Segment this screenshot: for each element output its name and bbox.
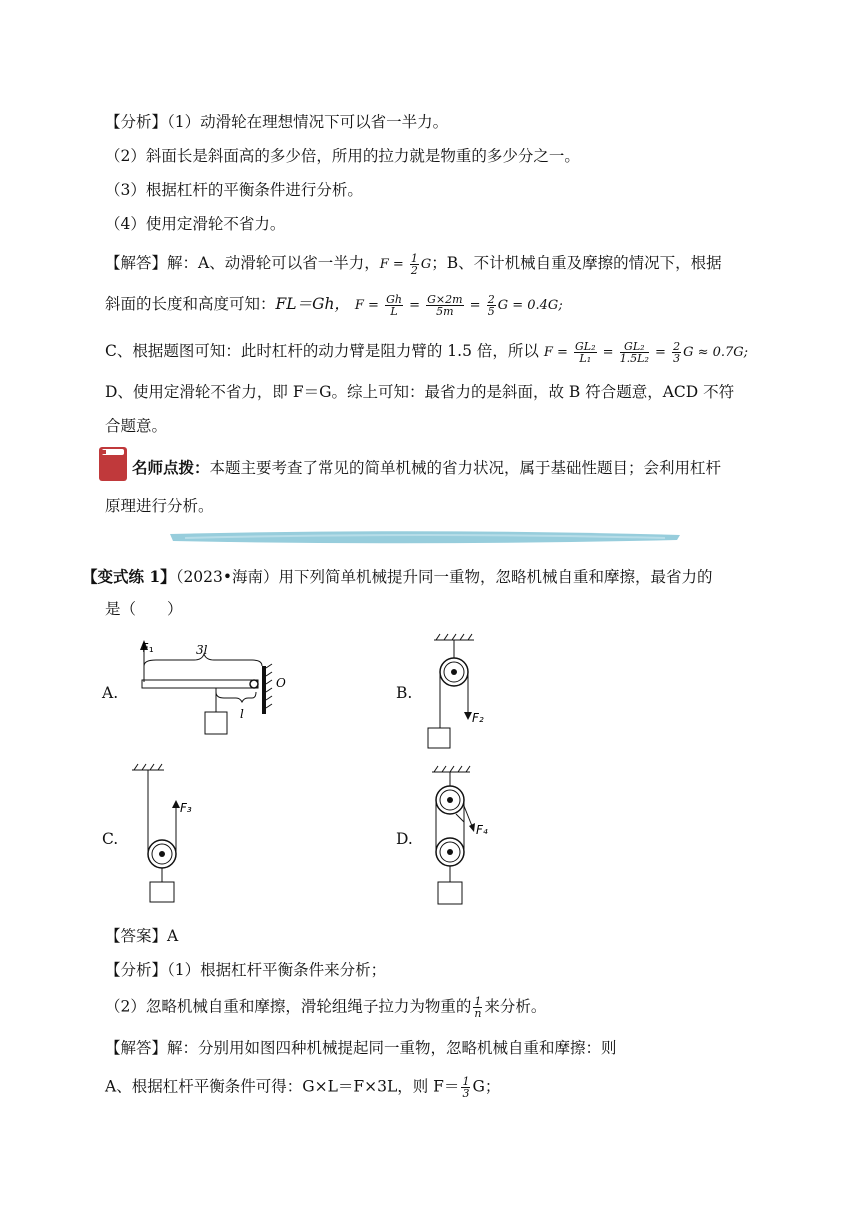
fraction-1-over-n: $\frac{1}{n}$ — [474, 995, 482, 1020]
option-b-label: B. — [396, 684, 413, 702]
formula-incline: F = $\frac{Gh}{L}$ = $\frac{G\times 2m}{5m}$ = $\frac{2}{5}$ G = 0.4G; — [354, 293, 563, 318]
analysis2-line-2 — [105, 996, 546, 1019]
analysis-line-4: （4）使用定滑轮不省力。 — [105, 215, 286, 233]
option-c-label: C. — [102, 830, 119, 848]
label-3l: 3l — [196, 643, 208, 657]
exercise-text-2: 是（ ） — [105, 600, 183, 618]
solution2-line-1: 【解答】解：分别用如图四种机械提起同一重物，忽略机械自重和摩擦：则 — [105, 1039, 617, 1057]
solution-line-1-a: 【解答】解：A、动滑轮可以省一半力， — [105, 254, 380, 272]
solution-line-3 — [105, 341, 748, 364]
label-f3: F₃ — [180, 801, 192, 815]
analysis-line-2: （2）斜面长是斜面高的多少倍，所用的拉力就是物重的多少分之一。 — [105, 147, 580, 165]
label-f1: F₁ — [142, 641, 154, 655]
solution-line-2-a: 斜面的长度和高度可知： — [105, 295, 276, 313]
solution-line-4: D、使用定滑轮不省力，即 F＝G。综上可知：最省力的是斜面，故 B 符合题意，ACD 不符 — [105, 383, 735, 401]
solution-line-2 — [105, 294, 563, 317]
label-f4: F₄ — [476, 823, 488, 837]
brush-divider — [165, 526, 685, 548]
tip-line-1 — [132, 458, 721, 478]
option-a-label: A. — [102, 684, 119, 702]
tip-text-1: 本题主要考查了常见的简单机械的省力状况，属于基础性题目；会利用杠杆 — [209, 459, 722, 477]
exercise-title: 【变式练 1】 — [82, 567, 176, 586]
solution-line-5: 合题意。 — [105, 417, 168, 435]
exercise-text-1: （2023•海南）用下列简单机械提升同一重物，忽略机械自重和摩擦，最省力的 — [175, 568, 713, 586]
solution-line-1-b: ；B、不计机械自重及摩擦的情况下，根据 — [431, 254, 722, 272]
formula-lever: F = $\frac{\text{GL₂}}{\text{L₁}}$ = $\frac{\text{GL₂}}{\text{1.5L₂}}$ = $\frac{2}{3}$ G ≈ 0.7G; — [543, 340, 749, 365]
solution-line-1 — [105, 253, 722, 276]
solution-line-3-a: C、根据题图可知：此时杠杆的动力臂是阻力臂的 1.5 倍，所以 — [105, 342, 539, 360]
tip-label: 名师点拨： — [132, 458, 210, 477]
analysis2-line-2-a: （2）忽略机械自重和摩擦，滑轮组绳子拉力为物重的 — [105, 997, 472, 1016]
movable-pulley-figure — [128, 762, 208, 906]
fixed-pulley-figure — [420, 630, 500, 752]
analysis-line-3: （3）根据杠杆的平衡条件进行分析。 — [105, 181, 363, 199]
solution2-line-2 — [105, 1076, 500, 1099]
analysis-line-1: 【分析】（1）动滑轮在理想情况下可以省一半力。 — [105, 113, 449, 131]
analysis2-line-2-b: 来分析。 — [484, 997, 547, 1016]
pulley-block-figure — [420, 762, 500, 912]
option-d-label: D. — [396, 830, 413, 848]
lever-figure — [128, 636, 298, 742]
solution2-line-2-b: G； — [472, 1077, 501, 1096]
exercise-line-1 — [82, 567, 713, 587]
analysis2-line-1: 【分析】（1）根据杠杆平衡条件来分析； — [105, 961, 387, 979]
label-o: O — [276, 676, 286, 690]
solution2-line-2-a: A、根据杠杆平衡条件可得：G×L＝F×3L，则 F＝ — [105, 1077, 460, 1096]
fraction-1-over-3: $\frac{1}{3}$ — [462, 1075, 470, 1100]
label-l: l — [240, 707, 244, 721]
label-f2: F₂ — [472, 711, 484, 725]
tip-text-2: 原理进行分析。 — [105, 497, 214, 515]
solution-line-2-b: FL＝Gh， — [275, 295, 350, 313]
answer-line: 【答案】A — [105, 927, 179, 945]
tip-bookmark-icon — [98, 446, 128, 482]
formula-f-half-g: F = $\frac{1}{2}$ G — [379, 252, 432, 277]
